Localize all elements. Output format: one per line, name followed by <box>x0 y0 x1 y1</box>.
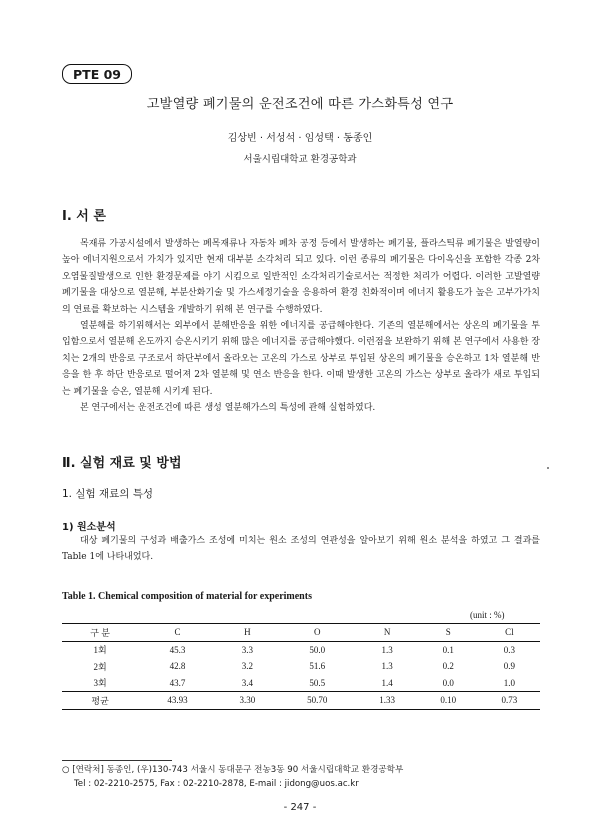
footnote-contact: Tel : 02-2210-2575, Fax : 02-2210-2878, E-mail : jidong@uos.ac.kr <box>74 779 359 789</box>
table-average-row <box>62 692 540 710</box>
table-unit: (unit : %) <box>470 610 505 620</box>
table-cell: 43.7 <box>169 677 186 688</box>
intro-paragraph-2: 열분해를 하기위해서는 외부에서 분해반응을 위한 에너지를 공급해야한다. 기존의 열분해에서는 상온의 폐기물을 투입함으로서 열분해 온도까지 승온시키기 위해 많은 에너지를 공급해야했다. 이런점을 보완하기 위해 본 연구에서 사용한 장치는 2개의 반응로 구조로서 하단부에서 올라오는 고온의 가스로 상부로 투입된 상온의 폐기물을 승온하고 1차 열분해 반응을 한 후 하단 반응로로 떨어져 2차 열분해 및 연소 반응을 한다. 이때 발생한 고온의 가스는 상부로 올라가 새로 투입되는 폐기물을 승온, 열분해 시키게 된다. <box>62 321 540 397</box>
table-row <box>62 675 540 692</box>
table-cell: 0.73 <box>479 692 540 710</box>
table-row <box>62 658 540 675</box>
column-header: 구 분 <box>62 624 138 642</box>
footnote-divider <box>62 760 172 761</box>
intro-body <box>62 236 540 416</box>
intro-paragraph-3: 본 연구에서는 운전조건에 따른 생성 열분해가스의 특성에 관해 실험하였다. <box>80 403 376 414</box>
affiliation: 서울시립대학교 환경공학과 <box>243 154 357 165</box>
column-header: S <box>418 624 479 642</box>
table-header-row <box>62 624 540 642</box>
table-cell: 0.2 <box>442 661 454 672</box>
page-number: - 247 - <box>283 802 317 813</box>
subsubsection-heading: 1) 원소분석 <box>62 522 116 533</box>
composition-table <box>62 623 540 710</box>
paper-title: 고발열량 폐기물의 운전조건에 따른 가스화특성 연구 <box>146 97 454 112</box>
column-header: Cl <box>479 624 540 642</box>
session-badge: PTE 09 <box>62 64 132 84</box>
table-cell: 51.6 <box>309 661 326 672</box>
table-cell: 0.3 <box>503 644 516 655</box>
table-cell: 1.33 <box>357 692 418 710</box>
table-cell: 0.9 <box>503 661 516 672</box>
section-heading-methods: Ⅱ. 실험 재료 및 방법 <box>62 456 182 471</box>
table-cell: 3회 <box>93 678 107 689</box>
table-cell: 50.5 <box>309 677 326 688</box>
table-cell: 1.3 <box>381 661 393 672</box>
intro-paragraph-1: 목재류 가공시설에서 발생하는 폐목재류나 자동차 폐차 공정 등에서 발생하는 폐기물, 플라스틱류 폐기물은 발열량이 높아 에너지원으로서 가치가 있지만 현재 대부분 소각처리 되고 있다. 이런 종류의 폐기물은 다이옥신을 포함한 각종 2차 오염물질발생으로 인한 환경문제를 야기 시킴으로 일반적인 소각처리기술로서는 적정한 처리가 어렵다. 이러한 고발열량 폐기물을 대상으로 열분해, 부분산화기술 및 가스세정기술을 응용하여 환경 친화적이며 에너지 활용도가 높은 고부가가치의 연료를 확보하는 시스템을 개발하기 위해 본 연구를 수행하였다. <box>62 239 540 315</box>
column-header: H <box>217 624 278 642</box>
table-row <box>62 641 540 658</box>
footnote <box>62 763 403 791</box>
table-cell: 3.30 <box>217 692 278 710</box>
table-cell: 0.0 <box>442 677 454 688</box>
table-cell: 0.1 <box>442 644 454 655</box>
table-cell: 50.70 <box>278 692 357 710</box>
table-cell: 3.4 <box>241 677 254 688</box>
table-cell: 0.10 <box>418 692 479 710</box>
section-heading-intro: Ⅰ. 서 론 <box>62 209 106 224</box>
footnote-address: ○ [연락처] 동종인, (우)130-743 서울시 동대문구 전농3동 90 서울시립대학교 환경공학부 <box>62 765 404 775</box>
table-cell: 1.0 <box>503 677 516 688</box>
methods-body <box>62 533 540 566</box>
table-cell: 42.8 <box>169 661 186 672</box>
table-cell: 3.2 <box>241 661 254 672</box>
column-header: C <box>138 624 217 642</box>
authors: 김상빈 · 서성석 · 임성택 · 동종인 <box>227 133 373 144</box>
table-cell: 1회 <box>93 645 107 656</box>
table-cell: 1.3 <box>381 644 393 655</box>
table-cell: 45.3 <box>169 644 186 655</box>
column-header: O <box>278 624 357 642</box>
table-caption: Table 1. Chemical composition of material for experiments <box>62 591 312 602</box>
column-header: N <box>357 624 418 642</box>
table-cell: 2회 <box>93 661 107 672</box>
table-cell: 1.4 <box>381 677 393 688</box>
table-cell: 43.93 <box>138 692 217 710</box>
subsection-heading: 1. 실험 재료의 특성 <box>62 488 154 500</box>
table-cell: 50.0 <box>309 644 326 655</box>
page-speck <box>547 467 549 469</box>
table-cell: 3.3 <box>241 644 254 655</box>
methods-paragraph: 대상 폐기물의 구성과 배출가스 조성에 미치는 원소 조성의 연관성을 알아보기 위해 원소 분석을 하였고 그 결과를 Table 1에 나타내었다. <box>62 536 540 563</box>
table-cell: 평균 <box>62 692 138 710</box>
